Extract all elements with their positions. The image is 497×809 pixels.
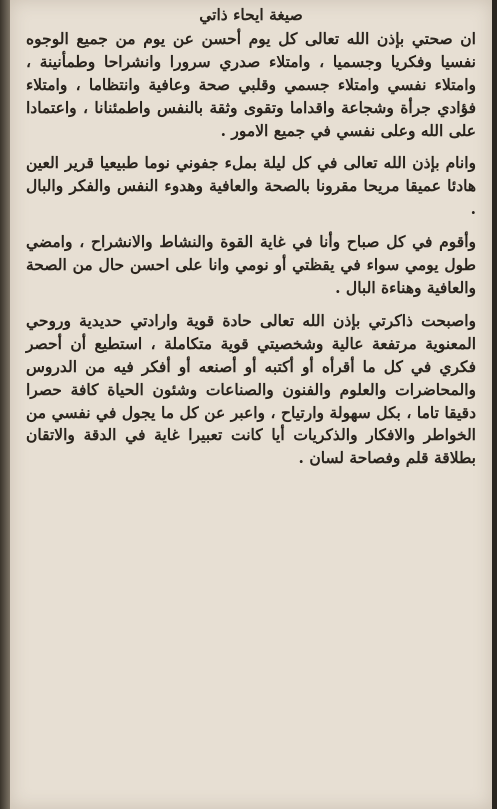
paragraph-3: وأقوم في كل صباح وأنا في غاية القوة والنشاط والانشراح ، وامضي طول يومي سواء في يقظتي أو نومي وانا على احسن حال من الصحة والعافية وهناءة البال . bbox=[26, 232, 476, 297]
book-spine-edge bbox=[0, 0, 10, 809]
page-text bbox=[26, 4, 476, 480]
page-title: صيغة ايحاء ذاتي bbox=[199, 5, 303, 24]
paragraph-4: واصبحت ذاكرتي بإذن الله تعالى حادة قوية وارادتي حديدية وروحي المعنوية مرتفعة عالية وشخصيتي قوية متكاملة ، استطيع أن أحصر فكري في كل ما أقرأه أو أكتبه أو أصنعه أو أفكر فيه من الدروس والمحاضرات والعلوم والفنون والصناعات وشئون الحياة كافة حصرا دقيقا تاما ، بكل سهولة وارتياح ، واعبر عن كل ما يجول في نفسي من الخواطر والافكار والذكريات أيا كانت تعبيرا غاية في الدقة والاتقان بطلاقة قلم وفصاحة لسان . bbox=[26, 310, 476, 468]
book-page bbox=[10, 0, 492, 809]
paragraph-1: ان صحتي بإذن الله تعالى كل يوم أحسن عن يوم من جميع الوجوه نفسيا وفكريا وجسميا ، وامتلاء صدري سرورا وانشراحا وطمأنينة ، وامتلاء نفسي وامتلاء جسمي وقلبي صحة وعافية وانتظاما ، وامتلاء فؤادي جرأة وشجاعة واقداما وتقوى وثقة بالنفس واطمئنانا ، واعتمادا على الله وعلى نفسي في جميع الامور . bbox=[26, 28, 476, 140]
paragraph-2: وانام بإذن الله تعالى في كل ليلة بملء جفوني نوما طبيعيا قرير العين هادئا عميقا مريحا مقرونا بالصحة والعافية وهدوء النفس والفكر والبال . bbox=[26, 153, 476, 219]
